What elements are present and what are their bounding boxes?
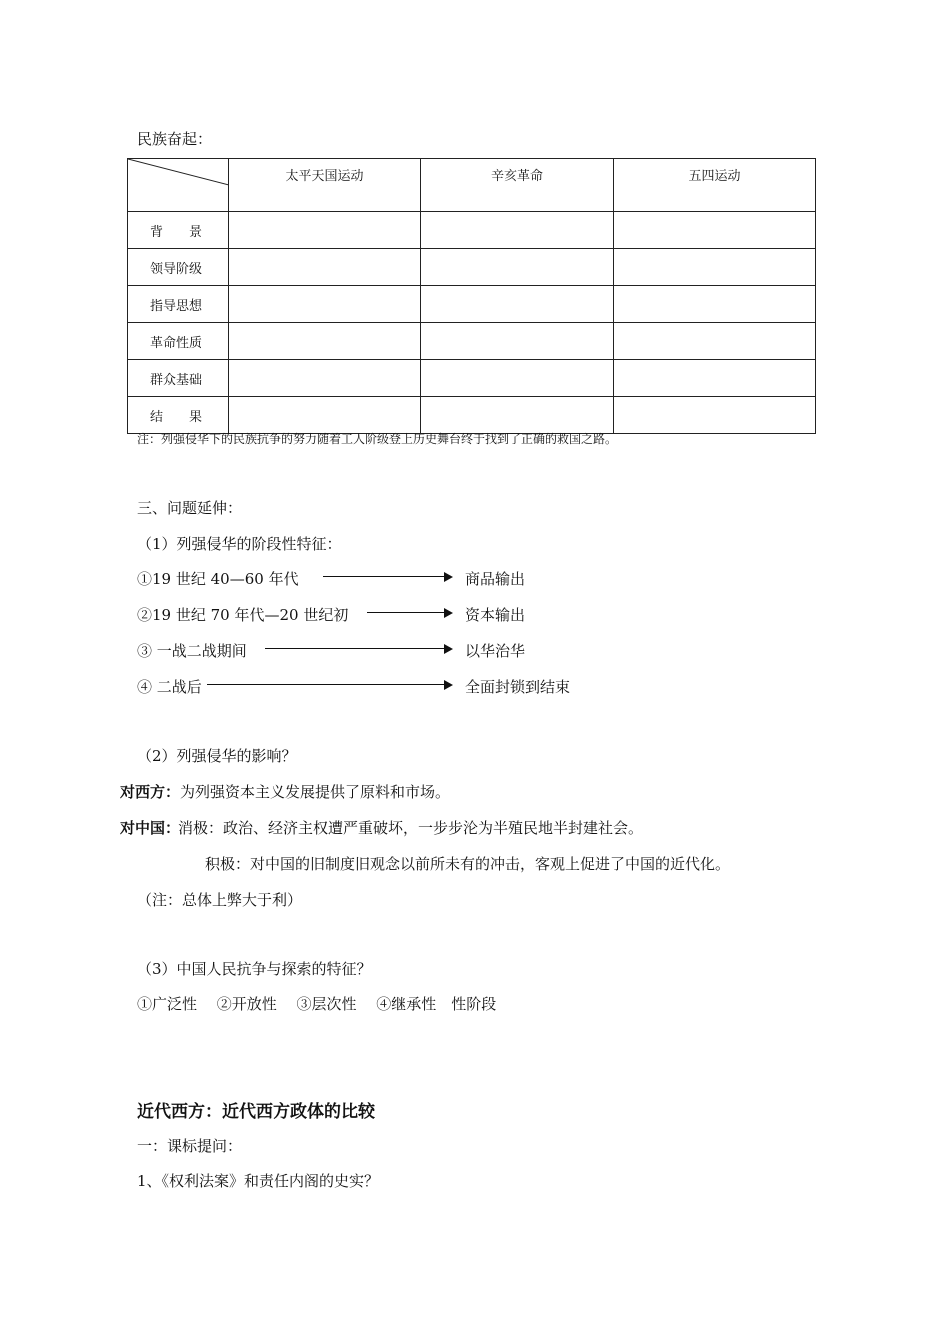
- note-2: （注：总体上弊大于利）: [137, 891, 303, 909]
- positive-effect: 积极：对中国的旧制度旧观念以前所未有的冲击，客观上促进了中国的近代化。: [205, 855, 731, 873]
- stage-result: 资本输出: [465, 606, 526, 624]
- row-label: 指导思想: [128, 286, 229, 323]
- question-3: （3）中国人民抗争与探索的特征？: [137, 960, 372, 978]
- table-cell: [229, 249, 421, 286]
- west-text: 为列强资本主义发展提供了原料和市场。: [180, 783, 451, 801]
- arrow-icon: [323, 576, 451, 577]
- table-cell: [229, 286, 421, 323]
- diagonal-corner-cell: [128, 159, 229, 212]
- china-label: [120, 817, 180, 838]
- stage-result: 全面封锁到结束: [465, 678, 571, 696]
- table-cell: [614, 212, 816, 249]
- table-note: 注：列强侵华下的民族抗争的努力随着工人阶级登上历史舞台终于找到了正确的救国之路。: [137, 432, 618, 446]
- diagonal-line: [128, 159, 229, 206]
- stage-label: ②19 世纪 70 年代—20 世纪初: [137, 606, 349, 624]
- arrow-icon: [367, 612, 451, 613]
- table-cell: [229, 212, 421, 249]
- table-cell: [421, 212, 614, 249]
- row-label: 革命性质: [128, 323, 229, 360]
- table-cell: [421, 249, 614, 286]
- question-2: （2）列强侵华的影响？: [137, 747, 297, 765]
- stage-label: ④ 二战后: [137, 678, 202, 696]
- row-label: 背 景: [128, 212, 229, 249]
- stage-result: 商品输出: [465, 570, 526, 588]
- section-heading: 三、问题延伸：: [137, 499, 243, 517]
- table-cell: [421, 397, 614, 434]
- table-cell: [614, 360, 816, 397]
- table-cell: [421, 323, 614, 360]
- arrow-icon: [265, 648, 451, 649]
- negative-effect: 消极：政治、经济主权遭严重破坏，一步步沦为半殖民地半封建社会。: [178, 819, 644, 837]
- table-row: [128, 286, 816, 323]
- row-label: 领导阶级: [128, 249, 229, 286]
- comparison-table: [127, 158, 816, 434]
- stage-result: 以华治华: [465, 642, 526, 660]
- section-title: 近代西方：近代西方政体的比较: [137, 1102, 375, 1122]
- table-row: [128, 323, 816, 360]
- west-label-text: 对西方：: [120, 783, 181, 801]
- table-cell: [229, 323, 421, 360]
- table-cell: [229, 397, 421, 434]
- row-label: 结 果: [128, 397, 229, 434]
- west-label: [120, 781, 450, 802]
- table-header-row: [128, 159, 816, 212]
- stage-label: ①19 世纪 40—60 年代: [137, 570, 299, 588]
- table-cell: [614, 286, 816, 323]
- table-cell: [229, 360, 421, 397]
- table-cell: [614, 249, 816, 286]
- column-header: 辛亥革命: [421, 159, 614, 212]
- table-row: [128, 360, 816, 397]
- question: 1、《权利法案》和责任内阁的史实？: [137, 1172, 380, 1190]
- china-label-text: 对中国：: [120, 819, 181, 837]
- table-cell: [421, 286, 614, 323]
- sub-heading: 一：课标提问：: [137, 1137, 243, 1155]
- table-cell: [614, 323, 816, 360]
- question-1: （1）列强侵华的阶段性特征：: [137, 535, 342, 553]
- column-header: 五四运动: [614, 159, 816, 212]
- table-row: [128, 397, 816, 434]
- table-row: [128, 212, 816, 249]
- table-row: [128, 249, 816, 286]
- column-header: 太平天国运动: [229, 159, 421, 212]
- row-label: 群众基础: [128, 360, 229, 397]
- table-cell: [421, 360, 614, 397]
- section-label: 民族奋起：: [137, 130, 213, 148]
- features: ①广泛性 ②开放性 ③层次性 ④继承性 性阶段: [137, 995, 497, 1013]
- arrow-icon: [207, 684, 451, 685]
- table-cell: [614, 397, 816, 434]
- stage-label: ③ 一战二战期间: [137, 642, 247, 660]
